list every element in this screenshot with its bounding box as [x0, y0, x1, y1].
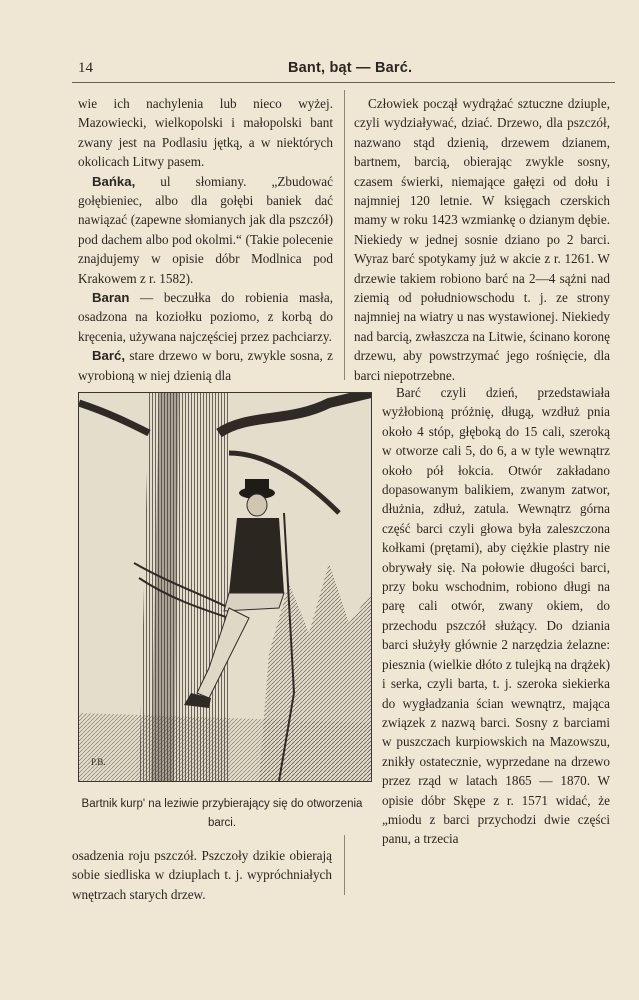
entry-baran	[78, 288, 333, 346]
left-column-bottom	[72, 846, 332, 904]
entry-text: stare drzewo w boru, zwykle sosna, z wyrobioną w niej dzienią dla	[78, 348, 333, 383]
page-header	[72, 60, 612, 80]
entry-term: Baran	[92, 290, 130, 306]
column-divider-bottom	[344, 835, 345, 895]
right-column	[354, 94, 610, 385]
figure-caption: Bartnik kurp' na leziwie przybierający się do otworzenia barci.	[81, 798, 363, 829]
paragraph-barc-description: Barć czyli dzień, przedstawiała wyżłobioną próżnię, długą, wzdłuż pnia około 4 stóp, głęboką do 15 cali, szeroką w otworze cali 5, do 6, a w tyle wewnątrz około pół łokcia. Otwór zakładano dopasowanym balikiem, zwanym zatwor, dłużnia, zdłuż, zatula. Wewnątrz górna część barci czyli głowa była zaleszczona kołkami (prętami), aby ciężkie plastry nie obrywały się. Na połowie długości barci, przy boku wschodnim, robiono długi na parę cali otwór, zwany okiem, do przechodu pszczół służący. Do dziania barci służyły głównie 2 narzędzia żelazne: piesznia (wielkie dłóto z tulejką na drążek) i serka, czyli barta, t. j. szeroka siekierka do wygładzania ścian wewnątrz, mająca związek z nazwą barci. Sosny z barciami w puszczach kurpiowskich na Mazowszu, znikły ostatecznie, wyprzedane na drzewo przez rząd w latach 1865 — 1870. W opisie dóbr Skępe z r. 1571 widać, że „miodu z barci przychodzi dwie części panu, a trzecia	[382, 385, 610, 847]
paragraph-bottom-left: osadzenia roju pszczół. Pszczoły dzikie obierają sobie siedliska w dziuplach t. j. wypróchniałych wnętrzach starych drzew.	[72, 848, 332, 902]
entry-text: — beczułka do robienia masła, osadzona na koziołku poziomo, z korbą do kręcenia, używana najczęściej przez pachciarzy.	[78, 290, 333, 344]
right-column-wrapped	[382, 383, 610, 849]
header-rule	[72, 82, 615, 83]
column-divider	[344, 90, 345, 380]
engraving-beekeeper-illustration	[78, 392, 372, 782]
entry-term: Barć,	[92, 348, 125, 364]
entry-text: ul słomiany. „Zbudować gołębieniec, albo dla gołębi baniek dać nawiązać (zapewne słomianych jak dla pszczół) pod dachem albo pod okolmi.“ (Takie polecenie znajdujemy w opisie dóbr Modlnica pod Krakowem z r. 1582).	[78, 173, 333, 286]
entry-barc	[78, 346, 333, 385]
engraving-svg	[79, 393, 371, 781]
svg-text:P.B.: P.B.	[91, 757, 106, 767]
paragraph-barc-history: Człowiek począł wydrążać sztuczne dziuple, czyli wydziaływać, dziać. Drzewo, dla pszczół, nazwano stąd dzienią, drzewem dzianem, bartnem, barcią, obierając zwykle sosny, czasem świerki, niemające gałęzi od dołu i najmniej 120 letnie. W księgach czerskich mamy w roku 1423 wzmiankę o dzianym dębie. Niekiedy w jednej sosnie dziano po 2 barci. Wyraz barć spotykamy już w akcie z r. 1261. W drzewie takiem robiono barć na 2—4 sążni nad ziemią od południowschodu t. j. ze strony najmniej na wiatry u nas wystawionej. Niekiedy nad barcią, zwłaszcza na Litwie, ścinano koronę drzewu, aby powstrzymać jego rośnięcie, dla barci niepotrzebne.	[354, 96, 610, 383]
entry-banka	[78, 172, 333, 288]
page-number: 14	[78, 60, 93, 76]
entry-term: Bańka,	[92, 173, 136, 189]
left-column	[78, 94, 333, 385]
paragraph-bant-continued: wie ich nachylenia lub nieco wyżej. Mazowiecki, wielkopolski i małopolski bant zwany jest na Podlasiu jętką, a w niektórych okolicach Litwy pasem.	[78, 96, 333, 170]
running-title: Bant, bąt — Barć.	[288, 60, 413, 76]
